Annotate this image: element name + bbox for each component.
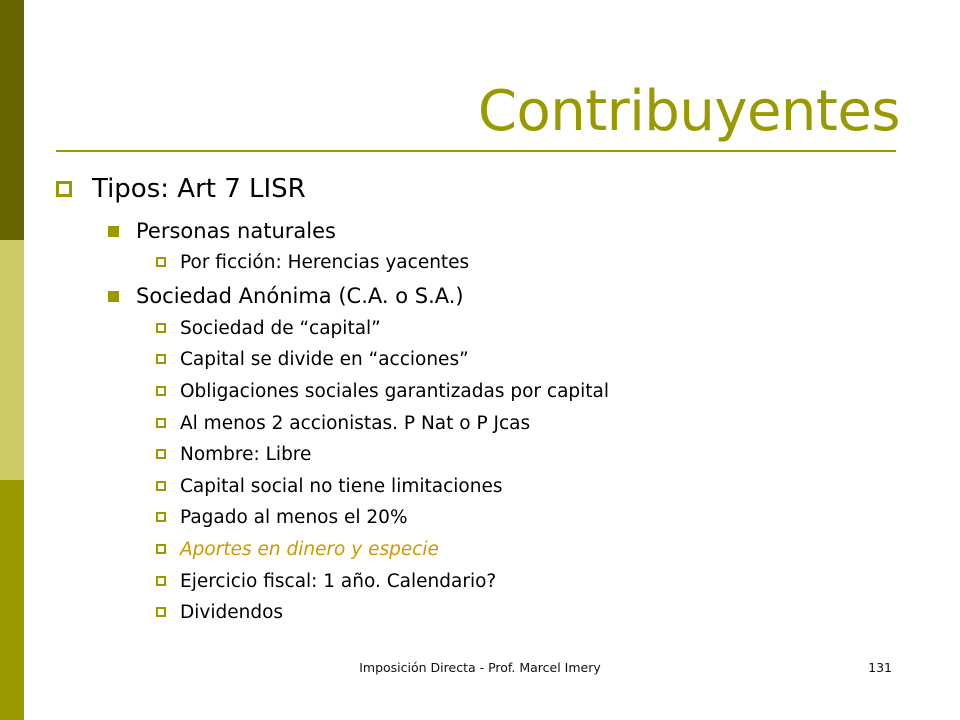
- hollow-square-bullet-icon: [156, 386, 166, 396]
- hollow-square-bullet-icon: [156, 354, 166, 364]
- filled-square-bullet-icon: [108, 291, 119, 302]
- hollow-square-bullet-icon: [156, 576, 166, 586]
- bullet-personas-naturales: [108, 216, 336, 246]
- slide-title: Contribuyentes: [477, 79, 900, 144]
- bullet-level3: [156, 377, 609, 405]
- hollow-square-bullet-icon: [56, 181, 72, 197]
- bullet-level3-text: Capital social no tiene limitaciones: [180, 475, 503, 497]
- side-bar-bottom: [0, 480, 24, 720]
- bullet-level3-text: Obligaciones sociales garantizadas por capital: [180, 380, 610, 402]
- bullet-level3: [156, 598, 283, 626]
- side-bar-middle: [0, 240, 24, 480]
- hollow-square-bullet-icon: [156, 257, 166, 267]
- hollow-square-bullet-icon: [156, 512, 166, 522]
- bullet-level3-text: Capital se divide en “acciones”: [180, 348, 469, 370]
- bullet-level3-text: Sociedad de “capital”: [180, 317, 381, 339]
- bullet-level3: [156, 503, 408, 531]
- bullet-level3: [156, 345, 469, 373]
- bullet-level3-text: Pagado al menos el 20%: [180, 506, 408, 528]
- bullet-level3: [156, 409, 530, 437]
- bullet-level3-text-highlighted: Aportes en dinero y especie: [180, 538, 439, 560]
- hollow-square-bullet-icon: [156, 607, 166, 617]
- bullet-level2-text: Personas naturales: [136, 219, 336, 243]
- hollow-square-bullet-icon: [156, 449, 166, 459]
- hollow-square-bullet-icon: [156, 323, 166, 333]
- hollow-square-bullet-icon: [156, 418, 166, 428]
- side-bar-top: [0, 0, 24, 240]
- page-number: 131: [868, 660, 892, 675]
- footer-text: Imposición Directa - Prof. Marcel Imery: [359, 660, 601, 675]
- bullet-level3-text: Nombre: Libre: [180, 443, 312, 465]
- bullet-sociedad-anonima: [108, 281, 464, 311]
- bullet-level3-text: Ejercicio fiscal: 1 año. Calendario?: [180, 570, 497, 592]
- bullet-level1: [56, 171, 306, 207]
- filled-square-bullet-icon: [108, 226, 119, 237]
- bullet-level3: [156, 567, 496, 595]
- bullet-level1-text: Tipos: Art 7 LISR: [92, 174, 306, 204]
- bullet-level3-text: Al menos 2 accionistas. P Nat o P Jcas: [180, 412, 531, 434]
- bullet-level3-text: Dividendos: [180, 601, 284, 623]
- hollow-square-bullet-icon: [156, 544, 166, 554]
- bullet-level3: [156, 248, 469, 276]
- bullet-level3: [156, 440, 311, 468]
- bullet-level3: [156, 472, 502, 500]
- bullet-level2-text: Sociedad Anónima (C.A. o S.A.): [136, 284, 464, 308]
- bullet-level3-highlighted: [156, 535, 439, 563]
- bullet-level3-text: Por ficción: Herencias yacentes: [180, 251, 470, 273]
- title-underline: [56, 150, 896, 152]
- bullet-level3: [156, 314, 381, 342]
- hollow-square-bullet-icon: [156, 481, 166, 491]
